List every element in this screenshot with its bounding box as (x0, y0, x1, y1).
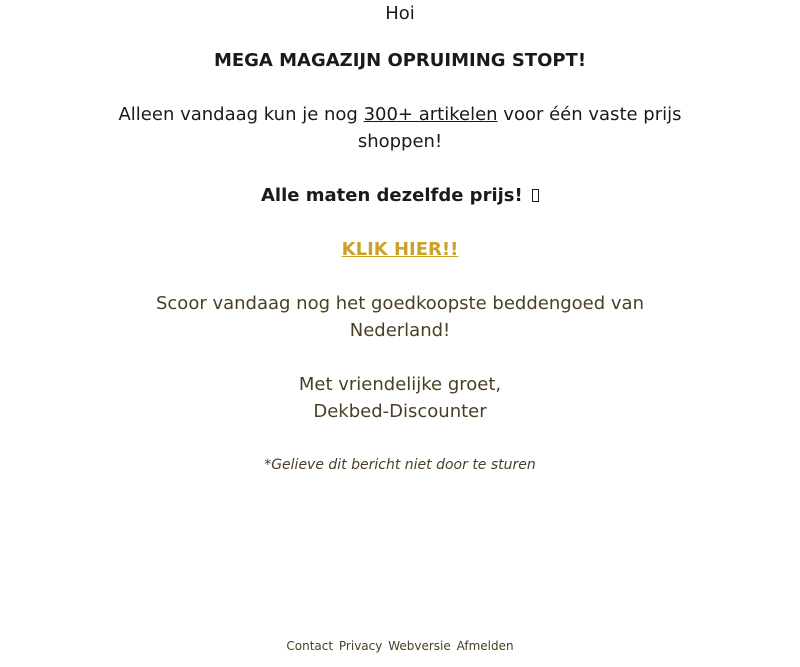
same-price-line (0, 182, 800, 209)
offer-line (0, 101, 800, 128)
same-price-text: Alle maten dezelfde prijs! (261, 185, 529, 206)
footer-privacy-link[interactable]: Privacy (338, 639, 383, 653)
footer-contact-link[interactable]: Contact (286, 639, 334, 653)
signoff-line-1: Met vriendelijke groet, (298, 374, 502, 395)
forward-note: *Gelieve dit bericht niet door te sturen (264, 457, 536, 473)
signoff-company: Dekbed-Discounter (313, 401, 487, 422)
missing-glyph-icon (532, 189, 539, 202)
offer-line-2: shoppen! (357, 131, 443, 152)
cta-line (0, 236, 800, 263)
offer-text-before: Alleen vandaag kun je nog (118, 104, 364, 125)
greeting: Hoi (385, 3, 415, 24)
score-line-1: Scoor vandaag nog het goedkoopste beddengoed van (155, 293, 644, 314)
score-line-2: Nederland! (349, 320, 451, 341)
click-here-link[interactable]: KLIK HIER!! (341, 239, 459, 260)
headline: MEGA MAGAZIJN OPRUIMING STOPT! (213, 50, 587, 71)
footer-unsubscribe-link[interactable]: Afmelden (456, 639, 514, 653)
footer (0, 637, 800, 655)
offer-text-after: voor één vaste prijs (497, 104, 682, 125)
footer-webversion-link[interactable]: Webversie (388, 639, 451, 653)
articles-link[interactable]: 300+ artikelen (363, 104, 498, 125)
